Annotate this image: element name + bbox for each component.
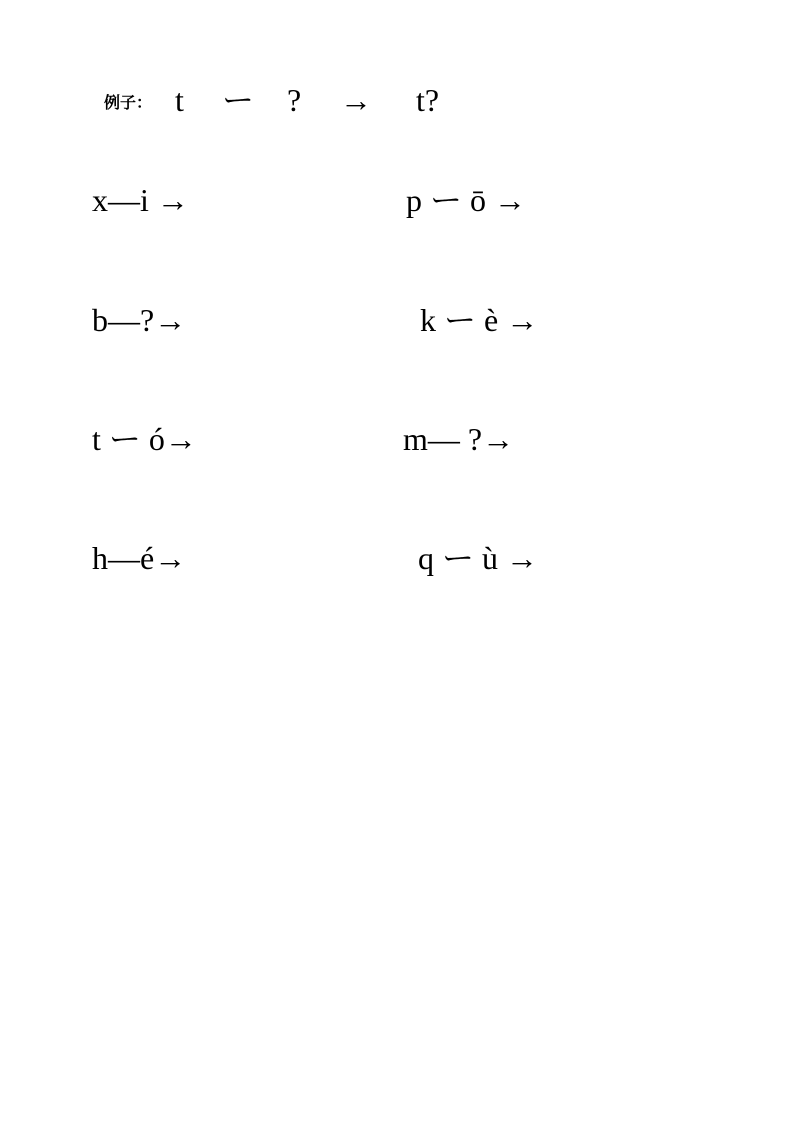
exercise-item: q ー ù → [418, 540, 539, 576]
exercise-item: h—é→ [92, 540, 187, 576]
exercise-item: k ー è → [420, 302, 539, 338]
exercise-item: x—i → [92, 182, 189, 218]
exercise-item: b—?→ [92, 302, 187, 338]
example-label: 例子： [104, 93, 153, 112]
exercise-item: t ー ó→ [92, 421, 197, 457]
exercise-item: m— ?→ [403, 421, 515, 457]
exercise-item: p ー ō → [406, 182, 527, 218]
example-result: t? [416, 82, 440, 118]
example-dash: ー [222, 82, 255, 118]
example-final: ? [287, 82, 302, 118]
example-initial: t [175, 82, 184, 118]
example-arrow: → [340, 82, 372, 118]
